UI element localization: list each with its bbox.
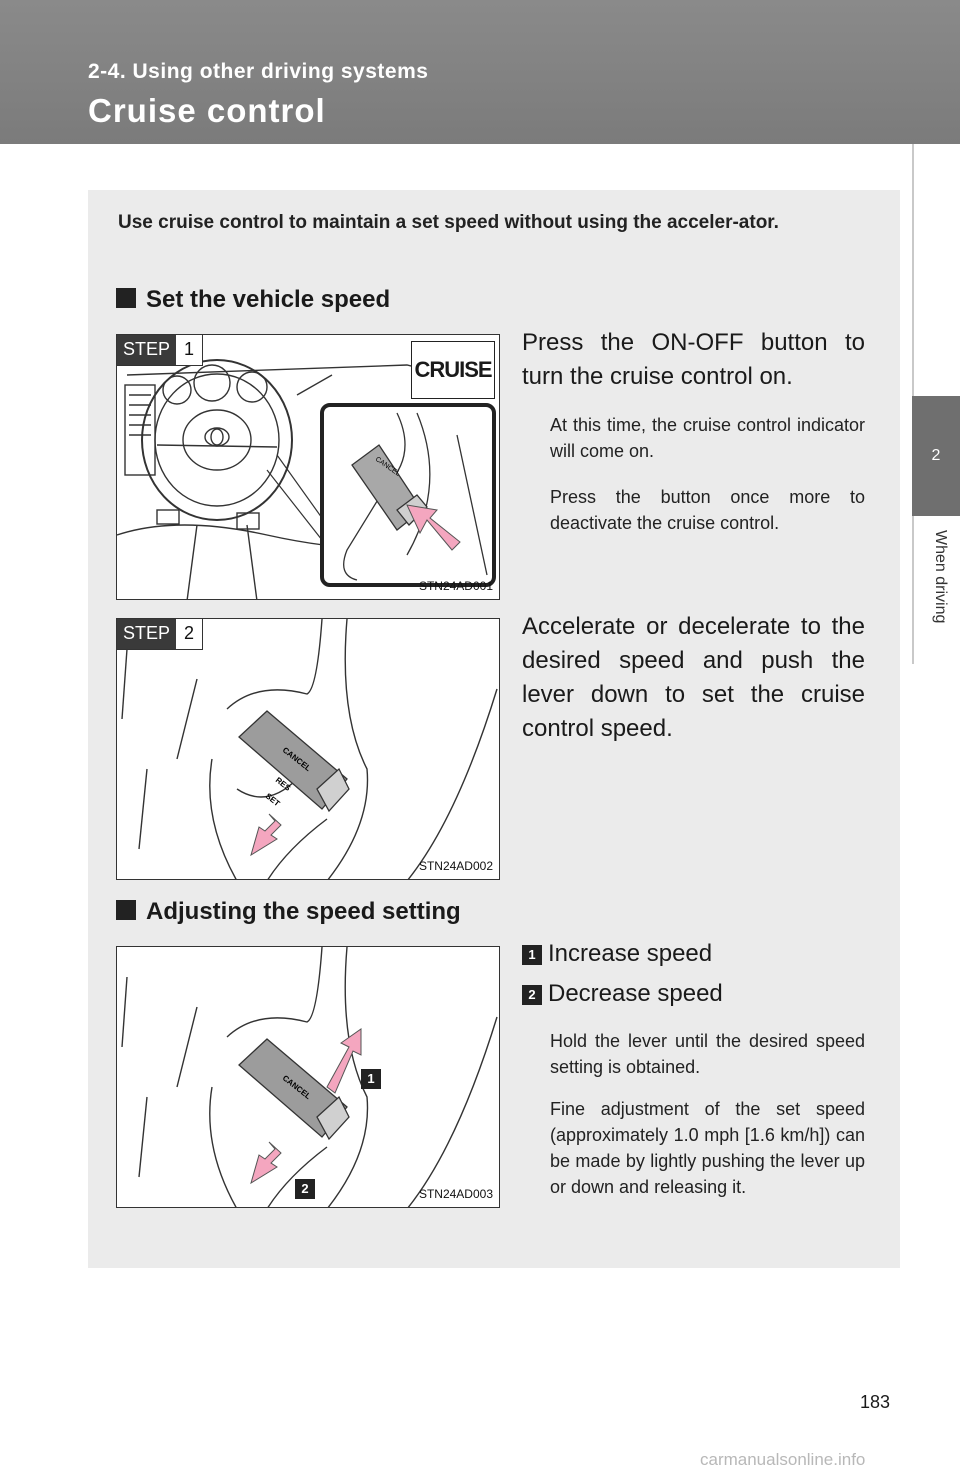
section-heading-set-speed bbox=[116, 286, 390, 314]
watermark: carmanualsonline.info bbox=[700, 1450, 866, 1469]
page-header bbox=[0, 0, 960, 144]
figure-code: STN24AD001 bbox=[418, 579, 493, 593]
section-heading-text: Set the vehicle speed bbox=[146, 286, 391, 313]
item-label: Increase speed bbox=[548, 940, 713, 967]
item-number-badge: 1 bbox=[522, 945, 542, 965]
list-item-increase bbox=[522, 940, 712, 968]
res-label: RES bbox=[273, 775, 293, 793]
adjust-note-1: Hold the lever until the desired speed setting is obtained. bbox=[550, 1031, 865, 1077]
cancel-label: CANCEL bbox=[280, 1073, 313, 1102]
chapter-tab-number: 2 bbox=[912, 396, 960, 516]
bullet-square-icon bbox=[116, 288, 136, 308]
figure-step-2 bbox=[116, 618, 500, 880]
arrow-down-icon bbox=[251, 1142, 281, 1183]
step-badge-label: STEP bbox=[117, 619, 176, 649]
section-heading-text: Adjusting the speed setting bbox=[146, 898, 461, 925]
cruise-indicator-box bbox=[411, 341, 495, 399]
step-badge-number: 1 bbox=[176, 335, 202, 365]
section-heading-adjust bbox=[116, 898, 461, 926]
step-badge-number: 2 bbox=[176, 619, 202, 649]
figure-code: STN24AD002 bbox=[418, 859, 493, 873]
page-title: Cruise control bbox=[88, 92, 326, 129]
arrow-down-icon bbox=[251, 814, 281, 855]
cancel-label: CANCEL bbox=[373, 455, 402, 478]
page-number: 183 bbox=[860, 1392, 891, 1412]
step-1-note-1: At this time, the cruise control indicator will come on. bbox=[550, 415, 865, 461]
step-1-text: Press the ON-OFF button to turn the cruise control on. bbox=[522, 329, 865, 390]
lever-down-illustration bbox=[117, 619, 500, 880]
lever-up-down-illustration bbox=[117, 947, 500, 1208]
callout-2-badge: 2 bbox=[295, 1179, 315, 1199]
item-number-badge: 2 bbox=[522, 985, 542, 1005]
step-1-note-2: Press the button once more to deactivate the cruise control. bbox=[550, 487, 865, 533]
figure-adjust bbox=[116, 946, 500, 1208]
step-2-badge bbox=[117, 619, 203, 650]
step-1-badge bbox=[117, 335, 203, 366]
item-label: Decrease speed bbox=[548, 980, 723, 1007]
bullet-square-icon bbox=[116, 900, 136, 920]
arrow-up-icon bbox=[327, 1029, 361, 1093]
chapter-tab-label: When driving bbox=[932, 530, 949, 624]
figure-step-1 bbox=[116, 334, 500, 600]
set-label: SET bbox=[263, 791, 282, 809]
cruise-indicator-label: CRUISE bbox=[414, 357, 492, 382]
list-item-decrease bbox=[522, 980, 723, 1008]
step-2-text: Accelerate or decelerate to the desired speed and push the lever down to set the cruise control speed. bbox=[522, 613, 865, 742]
figure-code: STN24AD003 bbox=[418, 1187, 493, 1201]
cancel-label: CANCEL bbox=[280, 745, 313, 774]
adjust-note-2: Fine adjustment of the set speed (approximately 1.0 mph [1.6 km/h]) can be made by lightly pushing the lever up or down and releasing it. bbox=[550, 1099, 865, 1197]
intro-text: Use cruise control to maintain a set speed without using the acceler-ator. bbox=[118, 212, 779, 233]
section-label: 2-4. Using other driving systems bbox=[88, 60, 429, 83]
step-badge-label: STEP bbox=[117, 335, 176, 365]
callout-1-badge: 1 bbox=[361, 1069, 381, 1089]
